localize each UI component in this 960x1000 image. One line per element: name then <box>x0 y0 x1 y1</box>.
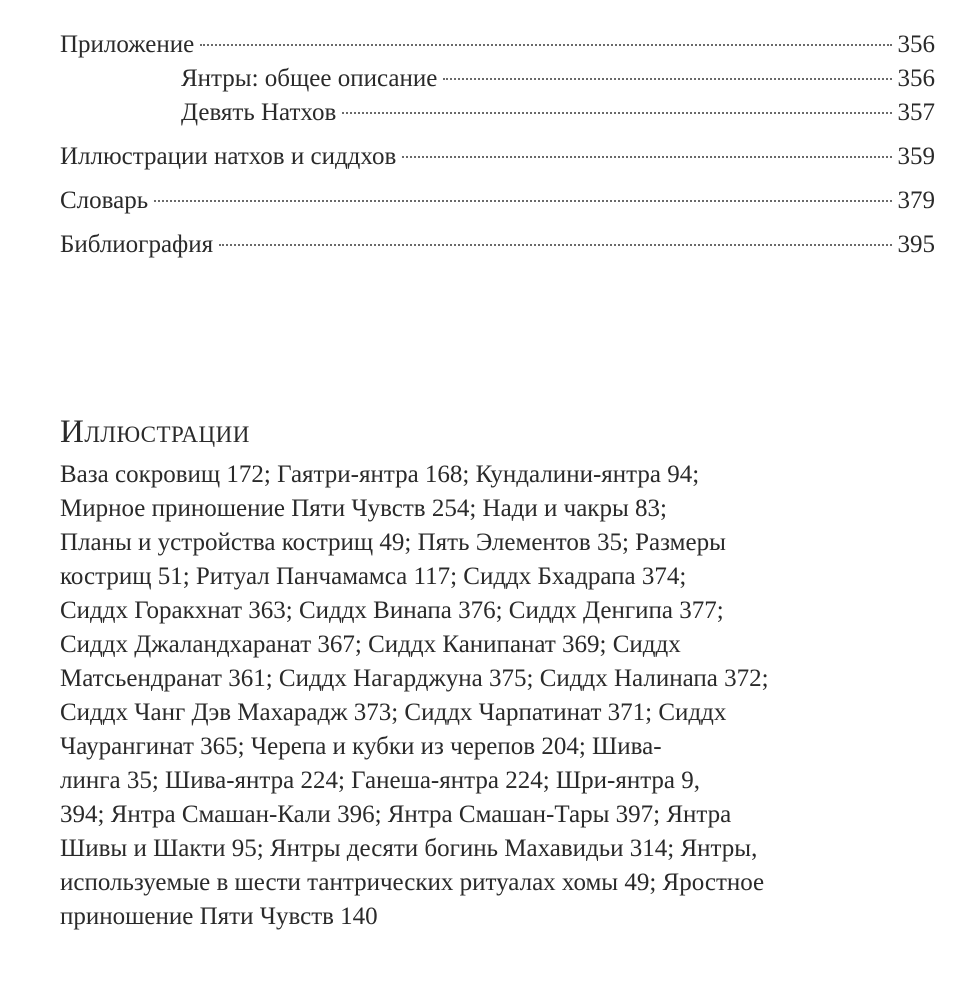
toc-entry-nine-naths[interactable] <box>60 96 935 130</box>
toc-entry-page: 395 <box>897 231 935 258</box>
toc-entry-page: 356 <box>897 31 935 58</box>
toc-entry-title: Девять Натхов <box>181 99 337 126</box>
index-line: Планы и устройства кострищ 49; Пять Элементов 35; Размеры <box>60 529 726 556</box>
toc-entry-page: 357 <box>897 99 935 126</box>
toc-entry-glossary[interactable] <box>60 184 935 218</box>
dot-leader <box>219 244 891 246</box>
toc-entry-page: 379 <box>897 187 935 214</box>
table-of-contents <box>60 28 935 262</box>
toc-entry-title: Словарь <box>60 187 149 214</box>
dot-leader <box>443 78 891 80</box>
illustrations-heading: Иллюстрации <box>60 414 250 450</box>
toc-entry-page: 359 <box>897 143 935 170</box>
dot-leader <box>154 200 891 202</box>
toc-entry-title: Библиография <box>60 231 214 258</box>
index-line: Ваза сокровищ 172; Гаятри-янтра 168; Кундалини-янтра 94; <box>60 461 700 488</box>
index-line: Мирное приношение Пяти Чувств 254; Нади и чакры 83; <box>60 495 667 522</box>
illustrations-index <box>60 458 940 934</box>
toc-entry-title: Иллюстрации натхов и сиддхов <box>60 143 397 170</box>
index-line: используемые в шести тантрических ритуалах хомы 49; Яростное <box>60 869 765 896</box>
index-line: Шивы и Шакти 95; Янтры десяти богинь Махавидьи 314; Янтры, <box>60 835 758 862</box>
index-line: приношение Пяти Чувств 140 <box>60 903 378 930</box>
index-line: кострищ 51; Ритуал Панчамамса 117; Сиддх Бхадрапа 374; <box>60 563 687 590</box>
index-line: Сиддх Чанг Дэв Махарадж 373; Сиддх Чарпатинат 371; Сиддх <box>60 699 727 726</box>
dot-leader <box>342 112 891 114</box>
toc-entry-illustrations-naths-siddhas[interactable] <box>60 140 935 174</box>
index-line: Сиддх Горакхнат 363; Сиддх Винапа 376; Сиддх Денгипа 377; <box>60 597 724 624</box>
dot-leader <box>200 44 891 46</box>
toc-entry-yantras-description[interactable] <box>60 62 935 96</box>
toc-entry-title: Приложение <box>60 31 195 58</box>
toc-entry-page: 356 <box>897 65 935 92</box>
index-line: линга 35; Шива-янтра 224; Ганеша-янтра 224; Шри-янтра 9, <box>60 767 701 794</box>
toc-entry-title: Янтры: общее описание <box>181 65 438 92</box>
dot-leader <box>402 156 891 158</box>
index-line: Сиддх Джаландхаранат 367; Сиддх Канипанат 369; Сиддх <box>60 631 681 658</box>
index-line: Матсьендранат 361; Сиддх Нагарджуна 375; Сиддх Налинапа 372; <box>60 665 769 692</box>
toc-entry-appendix[interactable] <box>60 28 935 62</box>
index-line: 394; Янтра Смашан-Кали 396; Янтра Смашан-Тары 397; Янтра <box>60 801 732 828</box>
index-line: Чаурангинат 365; Черепа и кубки из черепов 204; Шива- <box>60 733 662 760</box>
toc-entry-bibliography[interactable] <box>60 228 935 262</box>
